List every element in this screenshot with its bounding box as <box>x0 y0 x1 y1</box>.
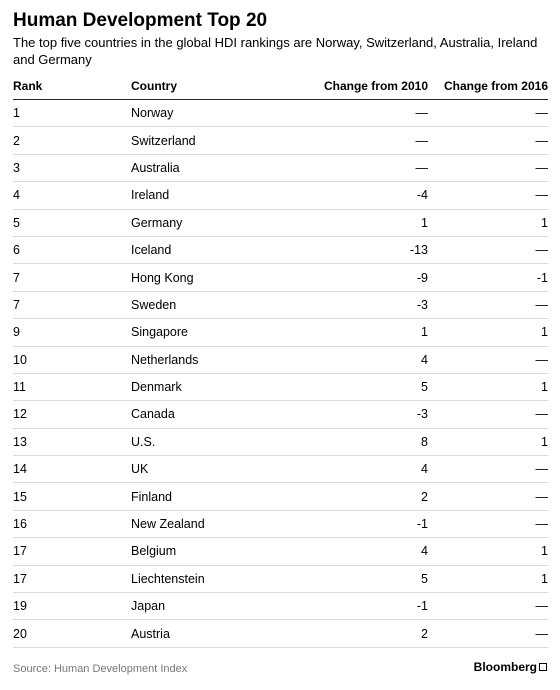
header-rank: Rank <box>13 72 131 100</box>
table-row <box>13 182 548 209</box>
logo-square-icon <box>539 663 547 671</box>
change-2016-cell: — <box>428 456 548 483</box>
table-row <box>13 127 548 154</box>
change-2016-cell: 1 <box>428 565 548 592</box>
country-cell: Austria <box>131 620 298 647</box>
rank-cell: 1 <box>13 100 131 127</box>
header-country: Country <box>131 72 298 100</box>
rank-cell: 12 <box>13 401 131 428</box>
change-2010-cell: -1 <box>298 593 428 620</box>
rank-cell: 14 <box>13 456 131 483</box>
rank-cell: 17 <box>13 565 131 592</box>
change-2016-cell: — <box>428 154 548 181</box>
rank-cell: 17 <box>13 538 131 565</box>
rank-cell: 16 <box>13 510 131 537</box>
country-cell: Finland <box>131 483 298 510</box>
table-row <box>13 236 548 263</box>
logo-text: Bloomberg <box>473 660 537 674</box>
table-row <box>13 538 548 565</box>
change-2016-cell: 1 <box>428 373 548 400</box>
rank-cell: 6 <box>13 236 131 263</box>
country-cell: Netherlands <box>131 346 298 373</box>
table-row <box>13 620 548 647</box>
country-cell: Japan <box>131 593 298 620</box>
table-row <box>13 401 548 428</box>
rank-cell: 4 <box>13 182 131 209</box>
country-cell: Germany <box>131 209 298 236</box>
country-cell: Hong Kong <box>131 264 298 291</box>
change-2010-cell: 5 <box>298 373 428 400</box>
change-2010-cell: -13 <box>298 236 428 263</box>
change-2016-cell: — <box>428 510 548 537</box>
rank-cell: 20 <box>13 620 131 647</box>
table-row <box>13 593 548 620</box>
change-2010-cell: -9 <box>298 264 428 291</box>
change-2010-cell: — <box>298 127 428 154</box>
country-cell: Switzerland <box>131 127 298 154</box>
country-cell: Australia <box>131 154 298 181</box>
table-row <box>13 483 548 510</box>
country-cell: U.S. <box>131 428 298 455</box>
table-header <box>13 72 548 100</box>
change-2016-cell: — <box>428 620 548 647</box>
change-2010-cell: 2 <box>298 483 428 510</box>
change-2016-cell: 1 <box>428 428 548 455</box>
change-2010-cell: 4 <box>298 456 428 483</box>
change-2016-cell: — <box>428 127 548 154</box>
rank-cell: 19 <box>13 593 131 620</box>
rank-cell: 10 <box>13 346 131 373</box>
country-cell: Belgium <box>131 538 298 565</box>
country-cell: Canada <box>131 401 298 428</box>
change-2010-cell: 2 <box>298 620 428 647</box>
rank-cell: 2 <box>13 127 131 154</box>
table-row <box>13 428 548 455</box>
bloomberg-logo <box>474 660 547 674</box>
rank-cell: 15 <box>13 483 131 510</box>
change-2016-cell: — <box>428 236 548 263</box>
change-2010-cell: 4 <box>298 346 428 373</box>
change-2016-cell: — <box>428 291 548 318</box>
change-2016-cell: 1 <box>428 209 548 236</box>
header-change-2010: Change from 2010 <box>298 72 428 100</box>
source-note: Source: Human Development Index <box>13 663 188 675</box>
change-2016-cell: — <box>428 346 548 373</box>
change-2010-cell: — <box>298 100 428 127</box>
table-row <box>13 154 548 181</box>
header-change-2016: Change from 2016 <box>428 72 548 100</box>
change-2010-cell: -4 <box>298 182 428 209</box>
country-cell: Singapore <box>131 319 298 346</box>
rank-cell: 7 <box>13 264 131 291</box>
change-2016-cell: — <box>428 401 548 428</box>
table-row <box>13 510 548 537</box>
change-2010-cell: 1 <box>298 319 428 346</box>
hdi-table-container <box>13 72 548 648</box>
table-row <box>13 209 548 236</box>
hdi-table <box>13 72 548 648</box>
table-row <box>13 456 548 483</box>
rank-cell: 11 <box>13 373 131 400</box>
table-body <box>13 100 548 648</box>
change-2010-cell: — <box>298 154 428 181</box>
country-cell: Sweden <box>131 291 298 318</box>
change-2010-cell: -3 <box>298 291 428 318</box>
country-cell: New Zealand <box>131 510 298 537</box>
rank-cell: 7 <box>13 291 131 318</box>
change-2016-cell: — <box>428 100 548 127</box>
table-row <box>13 291 548 318</box>
change-2010-cell: -1 <box>298 510 428 537</box>
change-2016-cell: — <box>428 483 548 510</box>
change-2010-cell: 4 <box>298 538 428 565</box>
table-row <box>13 346 548 373</box>
change-2016-cell: 1 <box>428 538 548 565</box>
country-cell: Iceland <box>131 236 298 263</box>
change-2016-cell: — <box>428 593 548 620</box>
table-row <box>13 565 548 592</box>
country-cell: Liechtenstein <box>131 565 298 592</box>
chart-subtitle: The top five countries in the global HDI rankings are Norway, Switzerland, Australia, Ireland and Germany <box>13 35 538 67</box>
change-2010-cell: 5 <box>298 565 428 592</box>
table-row <box>13 100 548 127</box>
change-2016-cell: — <box>428 182 548 209</box>
change-2010-cell: -3 <box>298 401 428 428</box>
rank-cell: 13 <box>13 428 131 455</box>
rank-cell: 5 <box>13 209 131 236</box>
table-row <box>13 319 548 346</box>
country-cell: Ireland <box>131 182 298 209</box>
change-2016-cell: -1 <box>428 264 548 291</box>
header-row <box>13 72 548 100</box>
rank-cell: 9 <box>13 319 131 346</box>
change-2010-cell: 8 <box>298 428 428 455</box>
country-cell: Norway <box>131 100 298 127</box>
country-cell: UK <box>131 456 298 483</box>
chart-title: Human Development Top 20 <box>13 10 268 31</box>
table-row <box>13 373 548 400</box>
rank-cell: 3 <box>13 154 131 181</box>
country-cell: Denmark <box>131 373 298 400</box>
change-2010-cell: 1 <box>298 209 428 236</box>
table-row <box>13 264 548 291</box>
change-2016-cell: 1 <box>428 319 548 346</box>
